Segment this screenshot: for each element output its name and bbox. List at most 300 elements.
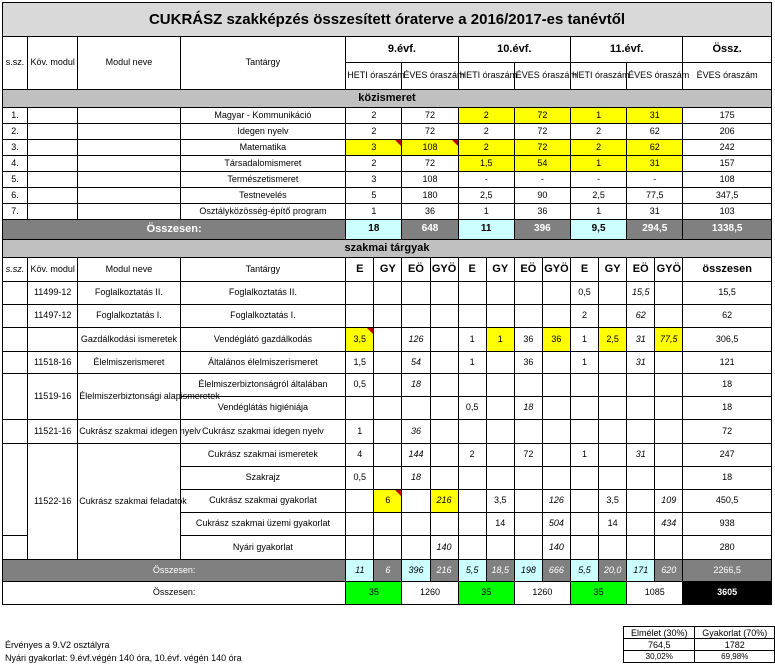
empty-cell [458,536,486,560]
gyo-value: 216 [430,490,458,513]
empty-cell [514,490,542,513]
elmelet-percent: 30,02% [624,651,695,663]
heti-value: 2 [346,108,402,124]
empty-cell [542,397,570,420]
gyo-value: 126 [542,490,570,513]
page-title: CUKRÁSZ szakképzés összesített óraterve a 2016/2017-es tanévtől [3,3,772,37]
col-gyo: GYÖ [655,258,683,282]
eves-value: 77,5 [627,188,683,204]
empty-cell [486,536,514,560]
heti-value: 2 [346,124,402,140]
total-value: 18 [683,467,772,490]
e-value: 1 [346,420,374,444]
col-ssz: s.sz. [3,258,28,282]
curriculum-table [2,2,772,605]
eves-value: 90 [514,188,570,204]
empty-cell [28,124,78,140]
empty-cell [430,305,458,328]
heti-value: 2,5 [570,188,626,204]
eves-value: 72 [402,124,458,140]
gyakorlat-percent: 69,98% [695,651,775,663]
eo-value: 31 [627,328,655,352]
szakmai-sum-row [3,560,772,582]
heti-value: 1 [570,204,626,220]
heti-value: 1 [570,108,626,124]
sum-e-9: 11 [346,560,374,582]
table-row [3,188,772,204]
empty-cell [542,352,570,374]
heti-value: - [570,172,626,188]
e-value: 0,5 [346,467,374,490]
row-number: 5. [3,172,28,188]
sum-e-11: 5,5 [570,560,598,582]
table-row [3,282,772,305]
eves-value: 72 [402,108,458,124]
empty-cell [599,374,627,397]
col-eo: EÖ [627,258,655,282]
total-value: 206 [683,124,772,140]
heti-value: 2 [458,124,514,140]
gy-value: 6 [374,490,402,513]
empty-cell [655,444,683,467]
empty-cell [486,305,514,328]
total-value: 938 [683,513,772,536]
empty-cell [599,397,627,420]
empty-cell [28,156,78,172]
subject-name: Foglalkoztatás II. [180,282,346,305]
heti-value: 1,5 [458,156,514,172]
heti-10: HETI óraszám [458,63,514,90]
empty-cell [514,282,542,305]
total-value: 103 [683,204,772,220]
module-name: Élelmiszerismeret [78,352,180,374]
empty-cell [570,374,598,397]
eo-value: 36 [514,328,542,352]
empty-cell [430,282,458,305]
sum-label: Összesen: [3,560,346,582]
eves-value: 31 [627,156,683,172]
heti-value: 1 [458,204,514,220]
empty-cell [374,467,402,490]
sum-heti-11: 9,5 [570,220,626,240]
subject-name: Természetismeret [180,172,346,188]
subject-name: Testnevelés [180,188,346,204]
heti-value: 1 [570,156,626,172]
eves-value: 72 [514,124,570,140]
col-gy: GY [374,258,402,282]
empty-cell [430,444,458,467]
empty-cell [570,420,598,444]
empty-cell [3,374,28,420]
empty-cell [514,467,542,490]
eo-value: 36 [402,420,430,444]
table-row [3,140,772,156]
module-name: Foglalkoztatás II. [78,282,180,305]
empty-cell [542,305,570,328]
gy-value: 1 [486,328,514,352]
empty-cell [374,328,402,352]
eo-value: 18 [514,397,542,420]
total-value: 62 [683,305,772,328]
col-tantargy: Tantárgy [180,258,346,282]
subject-name: Vendéglátás higiéniája [180,397,346,420]
empty-cell [78,156,180,172]
eves-value: 36 [514,204,570,220]
table-row [3,444,772,467]
heti-value: 2,5 [458,188,514,204]
col-modul-neve: Modul neve [78,37,180,90]
eves-value: 72 [514,140,570,156]
empty-cell [458,513,486,536]
empty-cell [402,490,430,513]
elmelet-label: Elmélet (30%) [624,627,695,639]
empty-cell [430,397,458,420]
weekly-10: 35 [458,582,514,605]
empty-cell [374,420,402,444]
row-number: 1. [3,108,28,124]
total-value: 306,5 [683,328,772,352]
gy-value: 14 [599,513,627,536]
gyo-value: 77,5 [655,328,683,352]
table-row [3,328,772,352]
gyo-value: 434 [655,513,683,536]
empty-cell [655,467,683,490]
sum-gyo-9: 216 [430,560,458,582]
empty-cell [3,282,28,305]
heti-11: HETI óraszám [570,63,626,90]
gyakorlat-hours: 1782 [695,639,775,651]
total-value: 347,5 [683,188,772,204]
empty-cell [627,467,655,490]
row-number: 2. [3,124,28,140]
empty-cell [374,305,402,328]
empty-cell [374,282,402,305]
col-gyo: GYÖ [542,258,570,282]
empty-cell [458,374,486,397]
total-11: 1085 [627,582,683,605]
empty-cell [458,467,486,490]
section-szakmai: szakmai tárgyak [3,240,772,258]
sum-eo-9: 396 [402,560,430,582]
table-row [3,204,772,220]
empty-cell [599,420,627,444]
heti-value: 2 [458,108,514,124]
empty-cell [28,188,78,204]
table-row [3,108,772,124]
module-code: 11518-16 [28,352,78,374]
empty-cell [514,513,542,536]
empty-cell [655,397,683,420]
empty-cell [570,513,598,536]
eves-value: - [514,172,570,188]
eves-10: ÉVES óraszám [514,63,570,90]
eo-value: 144 [402,444,430,467]
eves-value: 62 [627,140,683,156]
subject-name: Cukrász szakmai ismeretek [180,444,346,467]
col-ossz: Össz. [683,37,772,63]
row-number: 4. [3,156,28,172]
subject-name: Idegen nyelv [180,124,346,140]
eves-value: 54 [514,156,570,172]
empty-cell [346,536,374,560]
gy-value: 14 [486,513,514,536]
eo-value: 18 [402,374,430,397]
sum-gyo-11: 620 [655,560,683,582]
empty-cell [3,305,28,328]
e-value: 0,5 [346,374,374,397]
eo-value: 126 [402,328,430,352]
module-code: 11497-12 [28,305,78,328]
gyo-value: 504 [542,513,570,536]
empty-cell [599,352,627,374]
subject-name: Élelmiszerbiztonságról általában [180,374,346,397]
subject-name: Általános élelmiszerismeret [180,352,346,374]
heti-value: 2 [570,140,626,156]
kozismeret-sum-row [3,220,772,240]
empty-cell [430,352,458,374]
empty-cell [627,374,655,397]
empty-cell [78,188,180,204]
subject-name: Foglalkoztatás I. [180,305,346,328]
grand-total: 3605 [683,582,772,605]
empty-cell [78,172,180,188]
col-e: E [570,258,598,282]
empty-cell [430,328,458,352]
col-evf11: 11.évf. [570,37,682,63]
e-value: 4 [346,444,374,467]
empty-cell [78,140,180,156]
heti-value: 1 [346,204,402,220]
empty-cell [78,124,180,140]
total-value: 72 [683,420,772,444]
empty-cell [514,420,542,444]
empty-cell [28,204,78,220]
total-value: 121 [683,352,772,374]
sum-e-10: 5,5 [458,560,486,582]
subject-name: Nyári gyakorlat [180,536,346,560]
col-gyo: GYÖ [430,258,458,282]
table-row [3,420,772,444]
e-value: 1 [458,352,486,374]
note-summer: Nyári gyakorlat: 9.évf.végén 140 óra, 10.évf. végén 140 óra [5,653,242,663]
sum-heti-9: 18 [346,220,402,240]
empty-cell [599,305,627,328]
gyo-value: 140 [430,536,458,560]
empty-cell [28,140,78,156]
e-value: 1,5 [346,352,374,374]
empty-cell [430,420,458,444]
empty-cell [28,328,78,352]
eo-value: 31 [627,352,655,374]
col-eo: EÖ [402,258,430,282]
section-kozismeret: közismeret [3,90,772,108]
e-value: 1 [458,328,486,352]
empty-cell [458,282,486,305]
empty-cell [78,108,180,124]
heti-value: 2 [458,140,514,156]
eo-value: 36 [514,352,542,374]
total-value: 242 [683,140,772,156]
empty-cell [486,282,514,305]
empty-cell [627,490,655,513]
empty-cell [655,282,683,305]
empty-cell [599,444,627,467]
eves-value: 31 [627,108,683,124]
heti-value: - [458,172,514,188]
empty-cell [28,108,78,124]
heti-9: HETI óraszám [346,63,402,90]
eo-value: 15,5 [627,282,655,305]
total-9: 1260 [402,582,458,605]
module-name: Foglalkoztatás I. [78,305,180,328]
module-code: 11521-16 [28,420,78,444]
empty-cell [78,204,180,220]
col-ssz: s.sz. [3,37,28,90]
gy-value: 3,5 [599,490,627,513]
col-e: E [346,258,374,282]
eo-value: 62 [627,305,655,328]
eves-value: 108 [402,140,458,156]
row-number: 6. [3,188,28,204]
col-osszesen: összesen [683,258,772,282]
heti-value: 2 [346,156,402,172]
row-number: 3. [3,140,28,156]
table-row [3,374,772,397]
total-value: 15,5 [683,282,772,305]
col-gy: GY [599,258,627,282]
empty-cell [486,420,514,444]
empty-cell [542,374,570,397]
empty-cell [346,490,374,513]
col-evf9: 9.évf. [346,37,458,63]
module-name: Élelmiszerbiztonsági alapismeretek [78,374,180,420]
eves-value: 108 [402,172,458,188]
weekly-11: 35 [570,582,626,605]
heti-value: 2 [570,124,626,140]
total-10: 1260 [514,582,570,605]
eves-value: 31 [627,204,683,220]
empty-cell [430,467,458,490]
empty-cell [655,420,683,444]
szakmai-header-row [3,258,772,282]
empty-cell [542,467,570,490]
empty-cell [346,397,374,420]
empty-cell [570,490,598,513]
eves-value: 36 [402,204,458,220]
e-value: 0,5 [570,282,598,305]
empty-cell [627,513,655,536]
empty-cell [514,305,542,328]
empty-cell [486,397,514,420]
total-value: 157 [683,156,772,172]
subject-name: Cukrász szakmai üzemi gyakorlat [180,513,346,536]
col-gy: GY [486,258,514,282]
subject-name: Cukrász szakmai idegen nyelv [180,420,346,444]
empty-cell [402,305,430,328]
table-row [3,156,772,172]
note-validity: Érvényes a 9.V2 osztályra [5,640,110,650]
module-code: 11522-16 [28,444,78,560]
e-value: 2 [570,305,598,328]
sum-gy-10: 18,5 [486,560,514,582]
e-value: 1 [570,328,598,352]
empty-cell [486,467,514,490]
empty-cell [346,513,374,536]
empty-cell [627,420,655,444]
table-row [3,124,772,140]
subject-name: Cukrász szakmai gyakorlat [180,490,346,513]
empty-cell [402,282,430,305]
empty-cell [486,444,514,467]
module-code: 11499-12 [28,282,78,305]
module-code: 11519-16 [28,374,78,420]
empty-cell [570,397,598,420]
subject-name: Társadalomismeret [180,156,346,172]
eo-value: 18 [402,467,430,490]
eves-9: ÉVES óraszám [402,63,458,90]
empty-cell [346,282,374,305]
e-value: 3,5 [346,328,374,352]
col-e: E [458,258,486,282]
col-evf10: 10.évf. [458,37,570,63]
empty-cell [627,536,655,560]
empty-cell [599,536,627,560]
total-value: 18 [683,374,772,397]
table-row [3,352,772,374]
empty-cell [655,305,683,328]
elmelet-hours: 764,5 [624,639,695,651]
empty-cell [346,305,374,328]
total-value: 280 [683,536,772,560]
empty-cell [374,444,402,467]
sum-eves-10: 396 [514,220,570,240]
table-row [3,305,772,328]
module-name: Cukrász szakmai idegen nyelv [78,420,180,444]
gyo-value: 109 [655,490,683,513]
empty-cell [3,352,28,374]
table-row [3,172,772,188]
total-value: 450,5 [683,490,772,513]
eves-value: - [627,172,683,188]
eo-value: 54 [402,352,430,374]
total-value: 108 [683,172,772,188]
empty-cell [402,513,430,536]
col-kov-modul: Köv. modul [28,258,78,282]
grand-sum-label: Összesen: [3,582,346,605]
subject-name: Magyar - Kommunikáció [180,108,346,124]
empty-cell [3,328,28,352]
curriculum-sheet [2,2,772,605]
empty-cell [3,444,28,536]
empty-cell [402,536,430,560]
col-tantargy: Tantárgy [180,37,346,90]
empty-cell [570,467,598,490]
sum-label: Összesen: [3,220,346,240]
empty-cell [430,513,458,536]
total-value: 18 [683,397,772,420]
eo-value: 31 [627,444,655,467]
sum-eo-10: 198 [514,560,542,582]
subject-name: Matematika [180,140,346,156]
gy-value: 3,5 [486,490,514,513]
empty-cell [514,374,542,397]
empty-cell [374,397,402,420]
empty-cell [599,467,627,490]
col-kov-modul: Köv. modul [28,37,78,90]
heti-value: 3 [346,140,402,156]
eves-value: 180 [402,188,458,204]
empty-cell [542,420,570,444]
